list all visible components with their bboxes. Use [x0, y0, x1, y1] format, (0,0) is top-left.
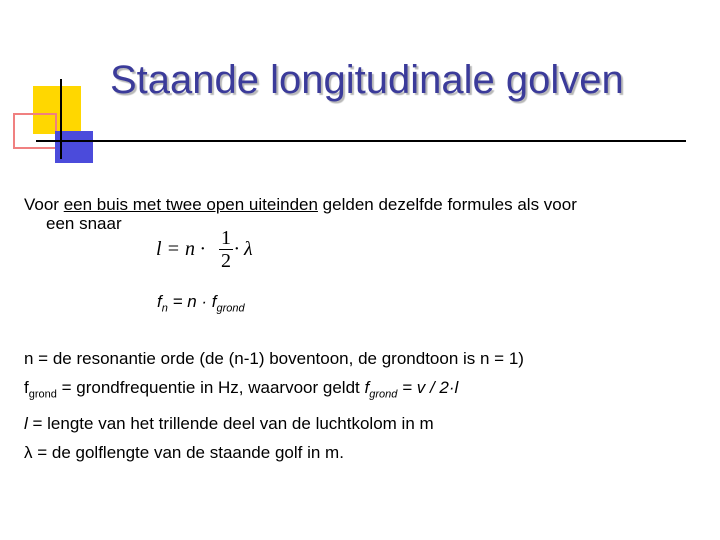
fraction-denominator: 2: [221, 250, 231, 272]
definition-n: n = de resonantie orde (de (n-1) boventoon, de grondtoon is n = 1): [24, 349, 524, 368]
intro-paragraph: [24, 195, 704, 233]
definition-lambda: λ = de golflengte van de staande golf in m.: [24, 443, 344, 463]
formula-length-left: l = n ·: [156, 238, 206, 260]
intro-prefix: Voor: [24, 195, 64, 214]
intro-underlined: een buis met twee open uiteinden: [63, 195, 318, 214]
decor-horizontal-line: [36, 140, 686, 142]
definition-fgrond: $f_{grond}$ = grondfrequentie in Hz, waarvoor geldt $f_{grond} = v / 2\cdot l$: [24, 378, 459, 401]
definitions-list: [24, 344, 524, 467]
formula-length-right: · λ: [234, 238, 253, 260]
formula-frequency: [157, 292, 245, 314]
slide-title: Staande longitudinale golven: [110, 58, 624, 102]
definition-l: l = lengte van het trillende deel van de luchtkolom in m: [24, 414, 434, 434]
fraction-numerator: 1: [221, 227, 231, 249]
decor-red-square: [13, 113, 57, 149]
formula-mid: = n · f: [167, 292, 217, 311]
intro-suffix: gelden dezelfde formules als voor: [317, 195, 577, 214]
formula-f: f: [157, 292, 162, 311]
intro-line2: een snaar: [46, 214, 122, 233]
formula-sub-grond: grond: [216, 302, 245, 315]
formula-sub-n: n: [161, 302, 168, 315]
decor-vertical-line: [60, 79, 62, 159]
formula-fraction: [216, 228, 236, 271]
